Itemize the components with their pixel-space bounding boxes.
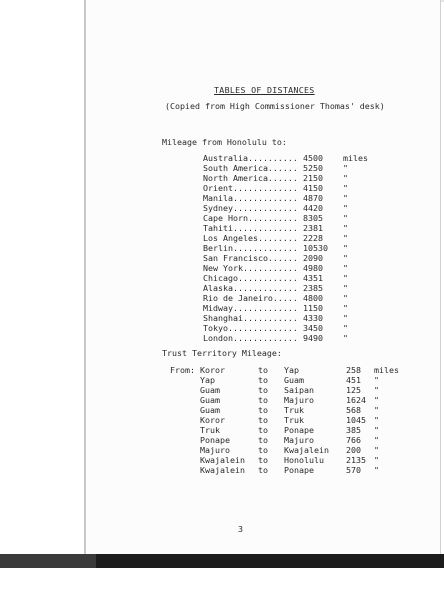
unit-label: " [343, 323, 348, 333]
table-row [200, 405, 405, 415]
to-word: to [258, 375, 268, 385]
destination: Majuro [284, 395, 314, 405]
honolulu-mileage-list [203, 153, 373, 343]
unit-label: " [343, 233, 348, 243]
miles-value: 1624 [346, 395, 366, 405]
table-row [200, 435, 405, 445]
unit-label: " [343, 333, 348, 343]
miles-value: 568 [346, 405, 361, 415]
table-row [200, 365, 405, 375]
unit-label: " [343, 173, 348, 183]
miles-value: 4870 [303, 193, 323, 203]
miles-value: 2381 [303, 223, 323, 233]
miles-value: 8305 [303, 213, 323, 223]
destination: Midway............. [203, 303, 298, 313]
list-item [203, 173, 373, 183]
miles-value: 2090 [303, 253, 323, 263]
to-word: to [258, 465, 268, 475]
origin: Guam [200, 395, 220, 405]
table-row [200, 445, 405, 455]
miles-value: 4980 [303, 263, 323, 273]
page-number: 3 [238, 524, 243, 534]
list-item [203, 303, 373, 313]
unit-label: " [374, 435, 379, 445]
miles-value: 385 [346, 425, 361, 435]
scan-bottom-shadow-left [0, 554, 96, 568]
unit-label: " [374, 445, 379, 455]
origin: Koror [200, 415, 225, 425]
list-item [203, 163, 373, 173]
miles-value: 125 [346, 385, 361, 395]
scan-below-area [0, 568, 444, 599]
miles-value: 4420 [303, 203, 323, 213]
to-word: to [258, 395, 268, 405]
trust-from-label: From: [170, 365, 195, 375]
miles-value: 5250 [303, 163, 323, 173]
scan-margin-left [0, 0, 86, 556]
unit-label: miles [374, 365, 399, 375]
destination: North America...... [203, 173, 298, 183]
trust-territory-heading: Trust Territory Mileage: [162, 348, 282, 358]
destination: South America...... [203, 163, 298, 173]
destination: Tahiti............. [203, 223, 298, 233]
list-item [203, 213, 373, 223]
miles-value: 200 [346, 445, 361, 455]
unit-label: " [374, 395, 379, 405]
miles-value: 451 [346, 375, 361, 385]
unit-label: " [343, 303, 348, 313]
miles-value: 1150 [303, 303, 323, 313]
origin: Kwajalein [200, 455, 245, 465]
destination: Honolulu [284, 455, 324, 465]
honolulu-mileage-heading: Mileage from Honolulu to: [162, 137, 287, 147]
unit-label: " [374, 415, 379, 425]
list-item [203, 203, 373, 213]
list-item [203, 193, 373, 203]
document-title: TABLES OF DISTANCES [214, 85, 315, 95]
list-item [203, 183, 373, 193]
list-item [203, 153, 373, 163]
unit-label: " [343, 223, 348, 233]
destination: Saipan [284, 385, 314, 395]
unit-label: miles [343, 153, 368, 163]
miles-value: 2385 [303, 283, 323, 293]
list-item [203, 253, 373, 263]
to-word: to [258, 365, 268, 375]
unit-label: " [343, 283, 348, 293]
unit-label: " [374, 375, 379, 385]
unit-label: " [343, 253, 348, 263]
list-item [203, 233, 373, 243]
miles-value: 570 [346, 465, 361, 475]
miles-value: 9490 [303, 333, 323, 343]
origin: Koror [200, 365, 225, 375]
miles-value: 258 [346, 365, 361, 375]
list-item [203, 273, 373, 283]
to-word: to [258, 445, 268, 455]
destination: Berlin............. [203, 243, 298, 253]
destination: Yap [284, 365, 299, 375]
miles-value: 766 [346, 435, 361, 445]
table-row [200, 375, 405, 385]
miles-value: 4330 [303, 313, 323, 323]
destination: Tokyo.............. [203, 323, 298, 333]
destination: Chicago............ [203, 273, 298, 283]
unit-label: " [343, 313, 348, 323]
destination: Ponape [284, 425, 314, 435]
unit-label: " [343, 213, 348, 223]
unit-label: " [374, 425, 379, 435]
to-word: to [258, 405, 268, 415]
unit-label: " [343, 193, 348, 203]
miles-value: 1045 [346, 415, 366, 425]
destination: Majuro [284, 435, 314, 445]
miles-value: 2150 [303, 173, 323, 183]
miles-value: 10530 [303, 243, 328, 253]
list-item [203, 223, 373, 233]
destination: Manila............. [203, 193, 298, 203]
to-word: to [258, 435, 268, 445]
destination: Orient............. [203, 183, 298, 193]
table-row [200, 455, 405, 465]
destination: Kwajalein [284, 445, 329, 455]
to-word: to [258, 455, 268, 465]
unit-label: " [374, 385, 379, 395]
origin: Kwajalein [200, 465, 245, 475]
destination: Ponape [284, 465, 314, 475]
unit-label: " [374, 405, 379, 415]
destination: San Francisco...... [203, 253, 298, 263]
trust-territory-list [200, 365, 405, 475]
unit-label: " [343, 203, 348, 213]
origin: Truk [200, 425, 220, 435]
destination: Rio de Janeiro..... [203, 293, 298, 303]
miles-value: 2135 [346, 455, 366, 465]
to-word: to [258, 415, 268, 425]
unit-label: " [343, 293, 348, 303]
list-item [203, 293, 373, 303]
origin: Yap [200, 375, 215, 385]
to-word: to [258, 425, 268, 435]
destination: Cape Horn.......... [203, 213, 298, 223]
miles-value: 2228 [303, 233, 323, 243]
miles-value: 4800 [303, 293, 323, 303]
list-item [203, 283, 373, 293]
unit-label: " [343, 183, 348, 193]
destination: Sydney............. [203, 203, 298, 213]
table-row [200, 415, 405, 425]
destination: Guam [284, 375, 304, 385]
destination: Truk [284, 415, 304, 425]
unit-label: " [343, 243, 348, 253]
destination: New York........... [203, 263, 298, 273]
unit-label: " [374, 465, 379, 475]
unit-label: " [343, 163, 348, 173]
unit-label: " [343, 273, 348, 283]
miles-value: 4150 [303, 183, 323, 193]
destination: Shanghai........... [203, 313, 298, 323]
list-item [203, 323, 373, 333]
origin: Majuro [200, 445, 230, 455]
miles-value: 4500 [303, 153, 323, 163]
list-item [203, 313, 373, 323]
miles-value: 4351 [303, 273, 323, 283]
document-subtitle: (Copied from High Commissioner Thomas' desk) [165, 101, 385, 111]
to-word: to [258, 385, 268, 395]
list-item [203, 243, 373, 253]
destination: Alaska............. [203, 283, 298, 293]
list-item [203, 263, 373, 273]
list-item [203, 333, 373, 343]
unit-label: " [374, 455, 379, 465]
unit-label: " [343, 263, 348, 273]
origin: Guam [200, 405, 220, 415]
origin: Ponape [200, 435, 230, 445]
destination: London............. [203, 333, 298, 343]
origin: Guam [200, 385, 220, 395]
table-row [200, 385, 405, 395]
destination: Australia.......... [203, 153, 298, 163]
table-row [200, 425, 405, 435]
destination: Truk [284, 405, 304, 415]
table-row [200, 395, 405, 405]
destination: Los Angeles........ [203, 233, 298, 243]
table-row [200, 465, 405, 475]
miles-value: 3450 [303, 323, 323, 333]
